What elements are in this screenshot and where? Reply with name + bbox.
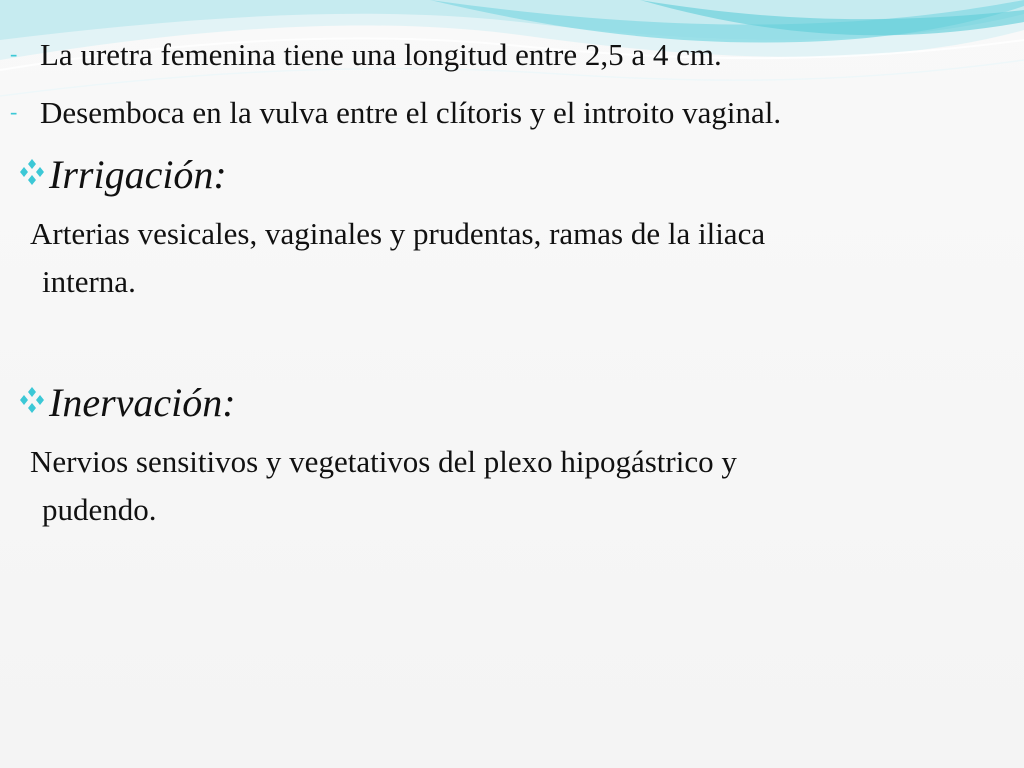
diamond-cluster-icon xyxy=(18,386,46,414)
section-body-irrigation xyxy=(30,210,990,306)
diamond-cluster-icon xyxy=(18,158,46,186)
section-heading-text: Irrigación: xyxy=(49,152,227,197)
section-heading-innervation xyxy=(18,380,236,426)
dash-item-text: La uretra femenina tiene una longitud entre 2,5 a 4 cm. xyxy=(40,37,722,72)
section-heading-irrigation xyxy=(18,152,227,198)
dash-bullet: - xyxy=(10,99,18,124)
body-line: Arterias vesicales, vaginales y prudentas, ramas de la iliaca xyxy=(30,216,766,251)
body-line: pudendo. xyxy=(42,492,157,527)
dash-list-item-length xyxy=(10,36,722,73)
dash-item-text: Desemboca en la vulva entre el clítoris y el introito vaginal. xyxy=(40,95,782,130)
section-heading-text: Inervación: xyxy=(49,380,236,425)
body-line: Nervios sensitivos y vegetativos del plexo hipogástrico y xyxy=(30,444,737,479)
dash-list-item-outlet xyxy=(10,94,781,131)
dash-bullet: - xyxy=(10,41,18,66)
body-line: interna. xyxy=(42,264,136,299)
section-body-innervation xyxy=(30,438,990,534)
